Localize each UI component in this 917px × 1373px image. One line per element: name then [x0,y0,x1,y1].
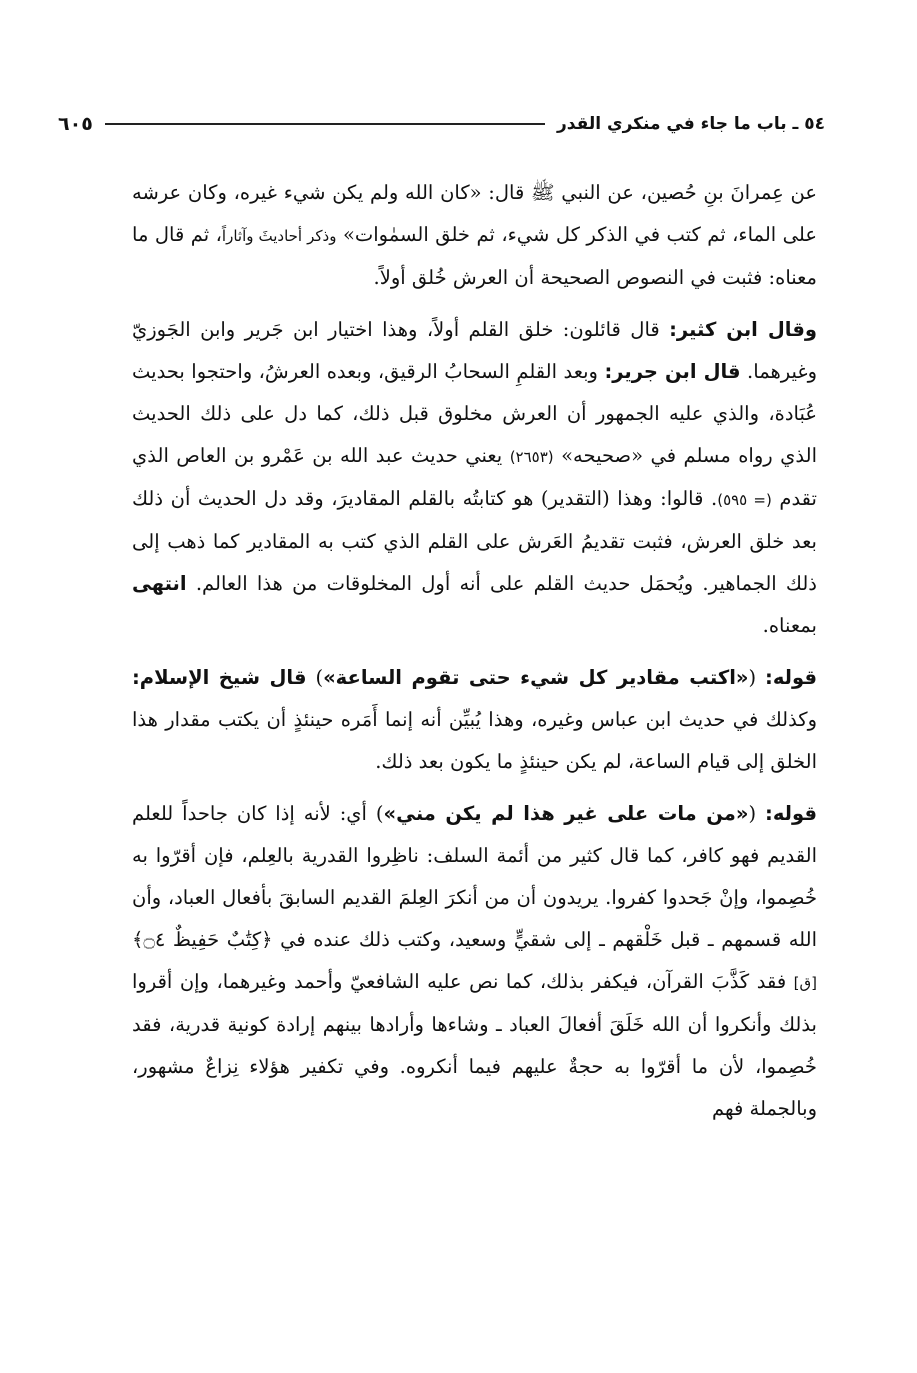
paragraph [132,657,817,783]
text-run: يعني حديث عبد الله بن عَمْرو بن العاص الذي تقدم [132,444,817,510]
running-header [58,104,825,144]
text-run: وكذلك في حديث ابن عباس وغيره، وهذا يُبيِّن أنه إنما أَمَره حينئذٍ أن يكتب مقدار هذا الخلق إلى قيام الساعة، لم يكن حينئذٍ ما يكون بعد ذلك. [132,708,817,773]
text-run: بمعناه. [762,614,817,637]
reference-text: (= ٥٩٥) [717,491,772,509]
text-run: فقد كَذَّبَ القرآن، فيكفر بذلك، كما نص عليه الشافعيّ وأحمد وغيرهما، وإن أقروا بذلك وأنكروا أن الله خَلَقَ أفعالَ العباد ـ وشاءها وأرادها بينهم إرادة كونية قدرية، فقد خُصِموا، لأن ما أقرّوا به حجةٌ عليهم فيما أنكروه. وفي تكفير هؤلاء نِزاعٌ مشهور، وبالجملة فهم [132,970,817,1120]
header-rule [105,123,545,125]
text-run: . قالوا: وهذا (التقدير) هو كتابتُه بالقلم المقاديرَ، وقد دل الحديث أن ذلك بعد خلق العرش، فثبت تقديمُ العَرش على القلم الذي كتب به المقادير كما ذهب إلى ذلك الجماهير. ويُحمَل حديث القلم على أنه أول المخلوقات من هذا العالم. [132,487,817,595]
chapter-title: ٥٤ ـ باب ما جاء في منكري القدر [557,114,825,134]
page-number: ٦٠٥ [58,113,93,135]
text-run: ( [748,802,766,825]
paragraph [132,309,817,647]
paragraph [132,793,817,1130]
reference-text: وذكر أحاديثَ وآثاراً [221,227,337,245]
text-run: ، ثم قال ما معناه: فثبت في النصوص الصحيحة أن العرش خُلق أولاً. [132,223,817,289]
bold-text: «اكتب مقادير كل شيء حتى تقوم الساعة» [323,666,749,689]
text-run: ) أي: لأنه إذا كان جاحداً للعلم القديم فهو كافر، كما قال كثير من أئمة السلف: ناظِروا القدرية بالعِلم، فإن أقرّوا به خُصِموا، وإنْ جَحدوا كفروا. يريدون أن من أنكرَ العِلمَ القديم السابقَ بأفعال العباد، وأن الله قسمهم ـ قبل خَلْقهم ـ إلى شقيٍّ وسعيد، وكتب ذلك عنده في ﴿كِتَٰبٌ حَفِيظٌ ۝٤﴾ [132,802,817,951]
bold-text: قوله: [765,802,817,825]
reference-text: (٢٦٥٣) [509,448,554,466]
text-run: وبعد القلمِ السحابُ الرقيق، وبعده العرشُ، واحتجوا بحديث عُبَادة، والذي عليه الجمهور أن العرش مخلوق قبل ذلك، كما دل على ذلك الحديث الذي رواه مسلم في «صحيحه» [132,360,817,467]
bold-text: انتهى [132,572,187,595]
body-text [132,172,817,1140]
bold-text: قوله: [765,666,817,689]
text-run: عن عِمرانَ بنِ حُصين، عن النبي ﷺ قال: «كان الله ولم يكن شيء غيره، وكان عرشه على الماء، ثم كتب في الذكر كل شيء، ثم خلق السمٰوات» [132,181,817,246]
paragraph [132,172,817,299]
bold-text: «من مات على غير هذا لم يكن مني» [383,802,749,825]
bold-text: قال ابن جرير: [604,360,741,383]
bold-text: وقال ابن كثير: [669,318,817,341]
text-run: ( [748,666,766,689]
reference-text: [ق] [793,974,817,992]
bold-text: قال شيخ الإسلام: [132,666,307,689]
text-run: ) [306,666,324,689]
text-run: قال قائلون: خلق القلم أولاً، وهذا اختيار ابن جَرير وابن الجَوزيّ وغيرهما. [132,318,818,383]
